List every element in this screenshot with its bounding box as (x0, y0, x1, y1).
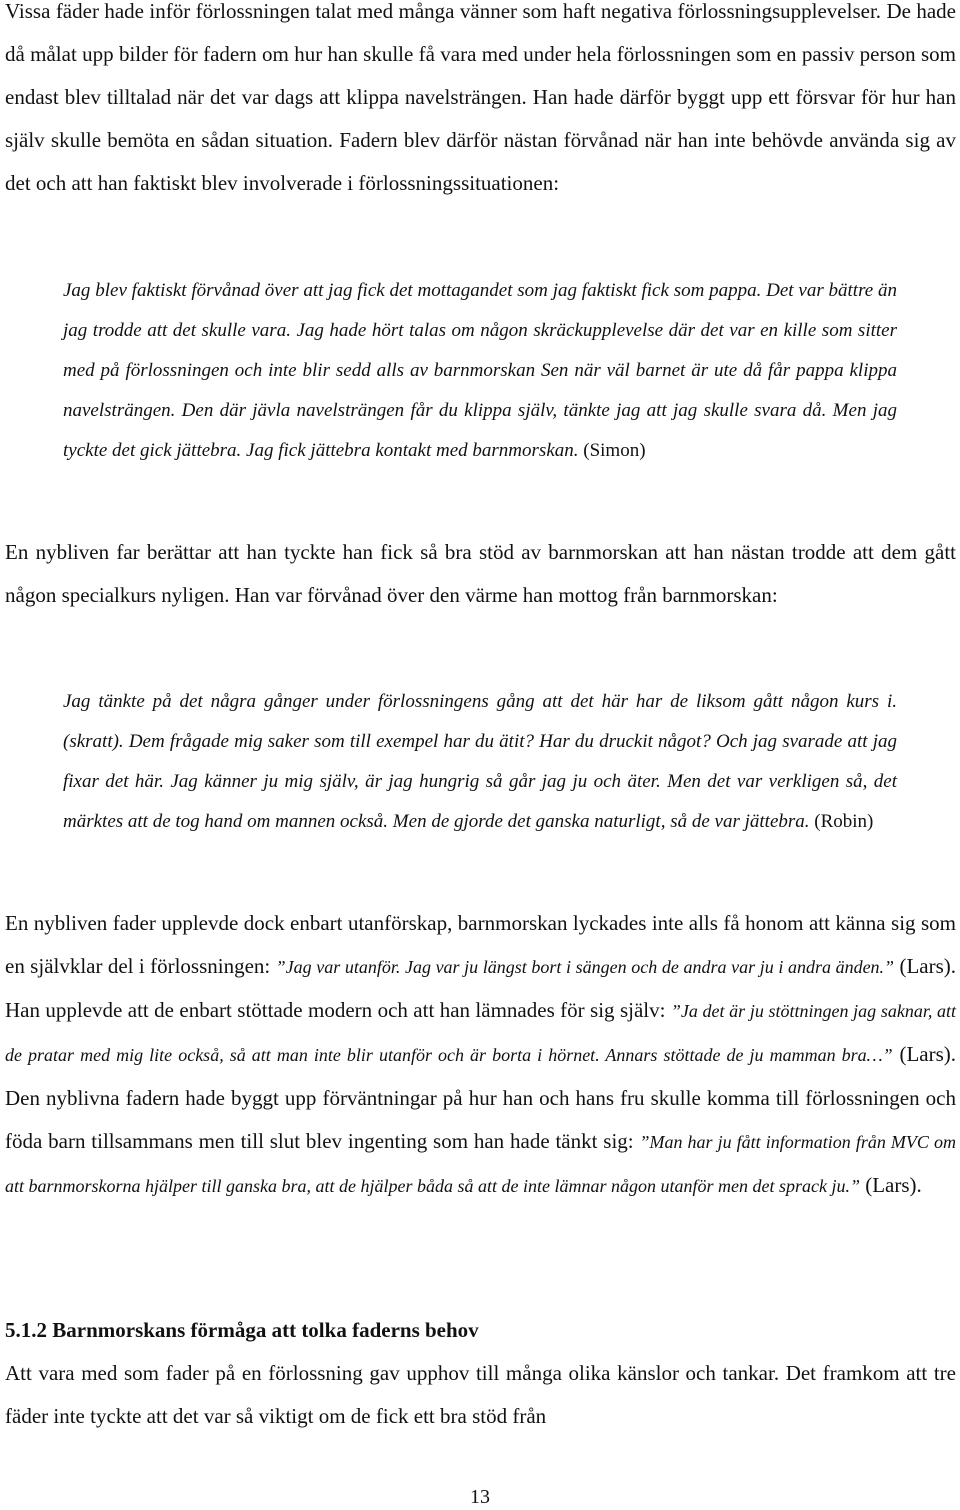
inline-quote: ”Jag var utanför. Jag var ju längst bort i sängen och de andra var ju i andra änden.” (275, 957, 895, 977)
paragraph-specialkurs: En nybliven far berättar att han tyckte han fick så bra stöd av barnmorskan att han nästan trodde att dem gått någon specialkurs nyligen. Han var förvånad över den värme han mottog från barnmorskan: (5, 540, 956, 607)
quote-text: Jag blev faktiskt förvånad över att jag fick det mottagandet som jag faktiskt fick som pappa. Det var bättre än jag trodde att det skulle vara. Jag hade hört talas om någon skräckupplevelse där det var en kille som sitter med på förlossningen och inte blir sedd alls av barnmorskan Sen när väl barnet är ute då får pappa klippa navelsträngen. Den där jävla navelsträngen får du klippa själv, tänkte jag att jag skulle svara då. Men jag tyckte det gick jättebra. Jag fick jättebra kontakt med barnmorskan. (63, 280, 897, 461)
section-heading: 5.1.2 Barnmorskans förmåga att tolka faderns behov (5, 1318, 479, 1342)
quote-robin (63, 682, 897, 842)
text-segment: En nybliven fader upplevde dock enbart utanförskap, barnmorskan lyckades inte alls få honom att känna sig som en självklar del i förlossningen: (5, 911, 956, 978)
page-number: 13 (470, 1486, 490, 1508)
quote-reference: (Robin) (814, 811, 874, 832)
inline-quote: ”Ja det är ju stöttningen jag saknar, att de pratar med mig lite också, så att man inte blir utanför och är borta i hörnet. Annars stöttade de ju mamman bra…” (5, 1001, 956, 1065)
quote-text: Jag tänkte på det några gånger under förlossningens gång att det här har de liksom gått någon kurs i. (skratt). Dem frågade mig saker som till exempel har du ätit? Har du druckit något? Och jag svarade att jag fixar det här. Jag känner ju mig själv, är jag hungrig så går jag ju och äter. Men det var verkligen så, det märktes att de tog hand om mannen också. Men de gjorde det ganska naturligt, så de var jättebra. (63, 691, 897, 832)
paragraph-fathers-expectations: Vissa fäder hade inför förlossningen talat med många vänner som haft negativa förlossningsupplevelser. De hade då målat upp bilder för fadern om hur han skulle få vara med under hela förlossningen som en passiv person som endast blev tilltalad när det var dags att klippa navelsträngen. Han hade därför byggt upp ett försvar för hur han själv skulle bemöta en sådan situation. Fadern blev därför nästan förvånad när han inte behövde använda sig av det och att han faktiskt blev involverade i förlossningssituationen: (5, 0, 956, 195)
quote-simon (63, 271, 897, 471)
text-segment: (Lars). (859, 1173, 922, 1197)
quote-reference: (Simon) (583, 440, 646, 461)
paragraph-lars (5, 902, 956, 1208)
text-segment: (Lars). Den nyblivna fadern hade byggt upp förväntningar på hur han och hans fru skulle komma till förlossningen och föda barn tillsammans men till slut blev ingenting som han hade tänkt sig: (5, 1042, 957, 1153)
paragraph-barnmorskans-formaga: Att vara med som fader på en förlossning gav upphov till många olika känslor och tankar. Det framkom att tre fäder inte tyckte att det var så viktigt om de fick ett bra stöd från (5, 1361, 956, 1428)
inline-quote: ”Man har ju fått information från MVC om att barnmorskorna hjälper till ganska bra, att de hjälper båda så att de inte lämnar någon utanför men det sprack ju.” (5, 1132, 956, 1196)
text-segment: (Lars). Han upplevde att de enbart stöttade modern och att han lämnades för sig själv: (5, 954, 956, 1022)
